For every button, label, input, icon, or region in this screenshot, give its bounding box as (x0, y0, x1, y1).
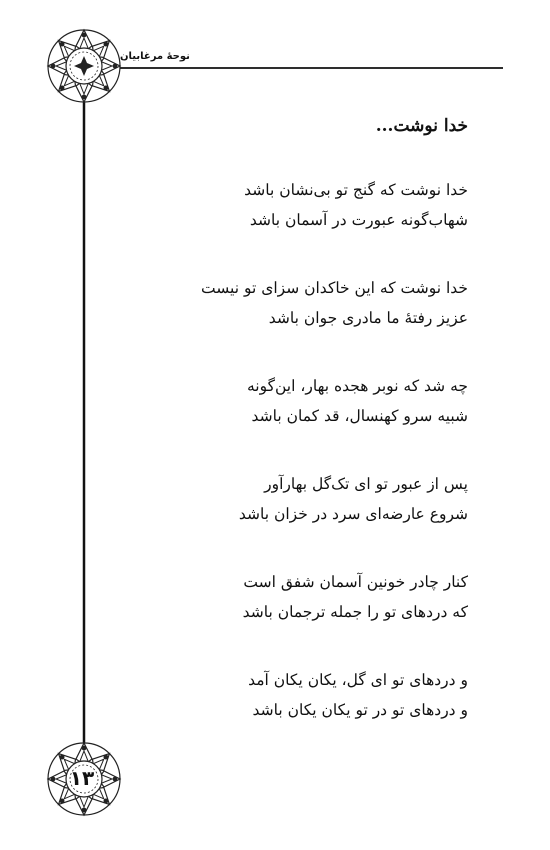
page-number: ۱۳ (69, 766, 95, 790)
stanza (150, 273, 468, 333)
verse-line: چه شد که نوبر هجده بهار، این‌گونه (247, 377, 468, 395)
verse-line: که دردهای تو را جمله ترجمان باشد (242, 603, 468, 621)
verse-line: شهاب‌گونه عبورت در آسمان باشد (249, 211, 468, 229)
verse-line: عزیز رفتهٔ ما مادری جوان باشد (268, 309, 468, 327)
poem (150, 112, 468, 763)
stanza (150, 665, 468, 725)
verse-line: و دردهای تو در تو یکان یکان باشد (252, 701, 468, 719)
verse-line: خدا نوشت که گنج تو بی‌نشان باشد (244, 181, 468, 199)
verse-line: شبیه سرو کهنسال، قد کمان باشد (251, 407, 468, 425)
verse-line: کنار چادر خونین آسمان شفق است (243, 573, 468, 591)
verse-line: خدا نوشت که این خاکدان سزای تو نیست (201, 279, 468, 297)
verse-line: پس از عبور تو ای تک‌گل بهارآور (264, 475, 468, 493)
verse-line: و دردهای تو ای گل، یکان یکان آمد (248, 671, 468, 689)
stanza (150, 567, 468, 627)
poem-title: خدا نوشت... (375, 116, 468, 136)
stanza (150, 175, 468, 235)
stanza (150, 371, 468, 431)
verse-line: شروع عارضه‌ای سرد در خزان باشد (238, 505, 468, 523)
running-header-book-title: نوحهٔ مرغابیان (120, 51, 190, 62)
stanza (150, 469, 468, 529)
